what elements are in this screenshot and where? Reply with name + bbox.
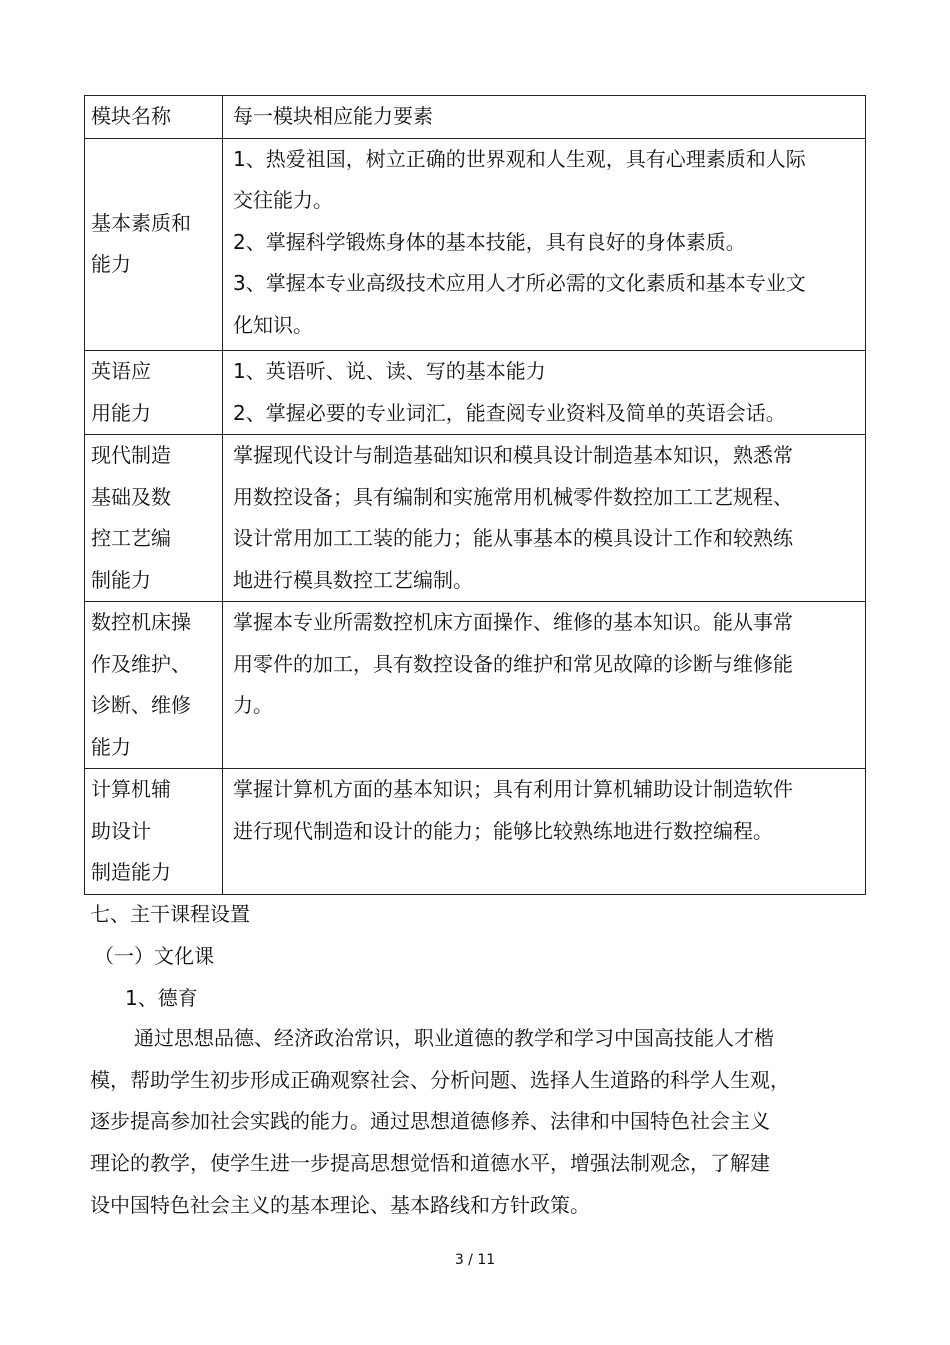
module-name-line: 能力 <box>91 252 131 277</box>
ability-desc-line: 2、掌握科学锻炼身体的基本技能，具有良好的身体素质。 <box>233 229 746 254</box>
paragraph-line: 模，帮助学生初步形成正确观察社会、分析问题、选择人生道路的科学人生观， <box>90 1067 790 1092</box>
ability-desc-line: 掌握本专业所需数控机床方面操作、维修的基本知识。能从事常 <box>233 610 793 634</box>
module-name-line: 诊断、维修 <box>91 693 191 717</box>
table-row <box>85 435 866 602</box>
table-row <box>85 351 866 435</box>
ability-desc-cell <box>223 435 866 602</box>
ability-desc-cell <box>223 769 866 895</box>
ability-desc-line: 交往能力。 <box>233 188 333 212</box>
module-name-cell <box>85 138 223 351</box>
module-ability-table <box>84 95 866 895</box>
module-name-line: 用能力 <box>91 400 151 425</box>
ability-desc-line: 用数控设备；具有编制和实施常用机械零件数控加工工艺规程、 <box>233 484 793 509</box>
ability-desc-line: 力。 <box>233 693 273 717</box>
module-name-line: 制造能力 <box>91 860 171 884</box>
ability-desc-line: 3、掌握本专业高级技术应用人才所必需的文化素质和基本专业文 <box>233 271 806 295</box>
ability-desc-cell <box>223 602 866 769</box>
header-module-name: 模块名称 <box>85 96 223 139</box>
paragraph-line: 逐步提高参加社会实践的能力。通过思想道德修养、法律和中国特色社会主义 <box>90 1109 770 1134</box>
module-name-line: 基本素质和 <box>91 210 191 235</box>
table-header-row <box>85 96 866 139</box>
paragraph-line: 通过思想品德、经济政治常识，职业道德的教学和学习中国高技能人才楷 <box>134 1026 774 1050</box>
module-name-cell <box>85 351 223 435</box>
ability-desc-line: 用零件的加工，具有数控设备的维护和常见故障的诊断与维修能 <box>233 651 793 676</box>
ability-desc-line: 设计常用加工工装的能力；能从事基本的模具设计工作和较熟练 <box>233 526 793 550</box>
ability-desc-line: 1、热爱祖国，树立正确的世界观和人生观，具有心理素质和人际 <box>233 146 806 171</box>
module-name-cell <box>85 769 223 895</box>
module-name-line: 控工艺编 <box>91 526 171 550</box>
module-name-line: 制能力 <box>91 567 151 592</box>
ability-desc-line: 掌握现代设计与制造基础知识和模具设计制造基本知识，熟悉常 <box>233 443 793 467</box>
module-name-cell <box>85 435 223 602</box>
ability-desc-cell <box>223 138 866 351</box>
ability-desc-line: 化知识。 <box>233 312 313 337</box>
module-name-line: 作及维护、 <box>91 651 191 676</box>
module-name-line: 能力 <box>91 734 131 759</box>
subsection-heading: （一）文化课 <box>94 944 214 968</box>
body-paragraph <box>90 1018 850 1227</box>
module-name-cell <box>85 602 223 769</box>
ability-desc-line: 掌握计算机方面的基本知识；具有利用计算机辅助设计制造软件 <box>233 777 793 801</box>
module-name-line: 计算机辅 <box>91 777 171 801</box>
table-row <box>85 769 866 895</box>
section-heading: 七、主干课程设置 <box>90 902 250 926</box>
ability-desc-line: 1、英语听、说、读、写的基本能力 <box>233 359 546 383</box>
module-name-line: 基础及数 <box>91 484 171 509</box>
item-heading: 1、德育 <box>125 986 198 1010</box>
ability-desc-line: 2、掌握必要的专业词汇，能查阅专业资料及简单的英语会话。 <box>233 400 786 425</box>
paragraph-line: 理论的教学，使学生进一步提高思想觉悟和道德水平，增强法制观念，了解建 <box>90 1151 770 1176</box>
table-row <box>85 138 866 351</box>
module-name-line: 英语应 <box>91 359 151 383</box>
ability-desc-line: 地进行模具数控工艺编制。 <box>233 567 473 592</box>
ability-desc-line: 进行现代制造和设计的能力；能够比较熟练地进行数控编程。 <box>233 818 773 843</box>
table-row <box>85 602 866 769</box>
header-ability-elements: 每一模块相应能力要素 <box>223 96 866 139</box>
page-number: 3 / 11 <box>454 1252 496 1268</box>
module-name-line: 数控机床操 <box>91 610 191 634</box>
paragraph-line: 设中国特色社会主义的基本理论、基本路线和方针政策。 <box>90 1192 590 1217</box>
ability-desc-cell <box>223 351 866 435</box>
module-name-line: 现代制造 <box>91 443 171 467</box>
module-name-line: 助设计 <box>91 818 151 843</box>
